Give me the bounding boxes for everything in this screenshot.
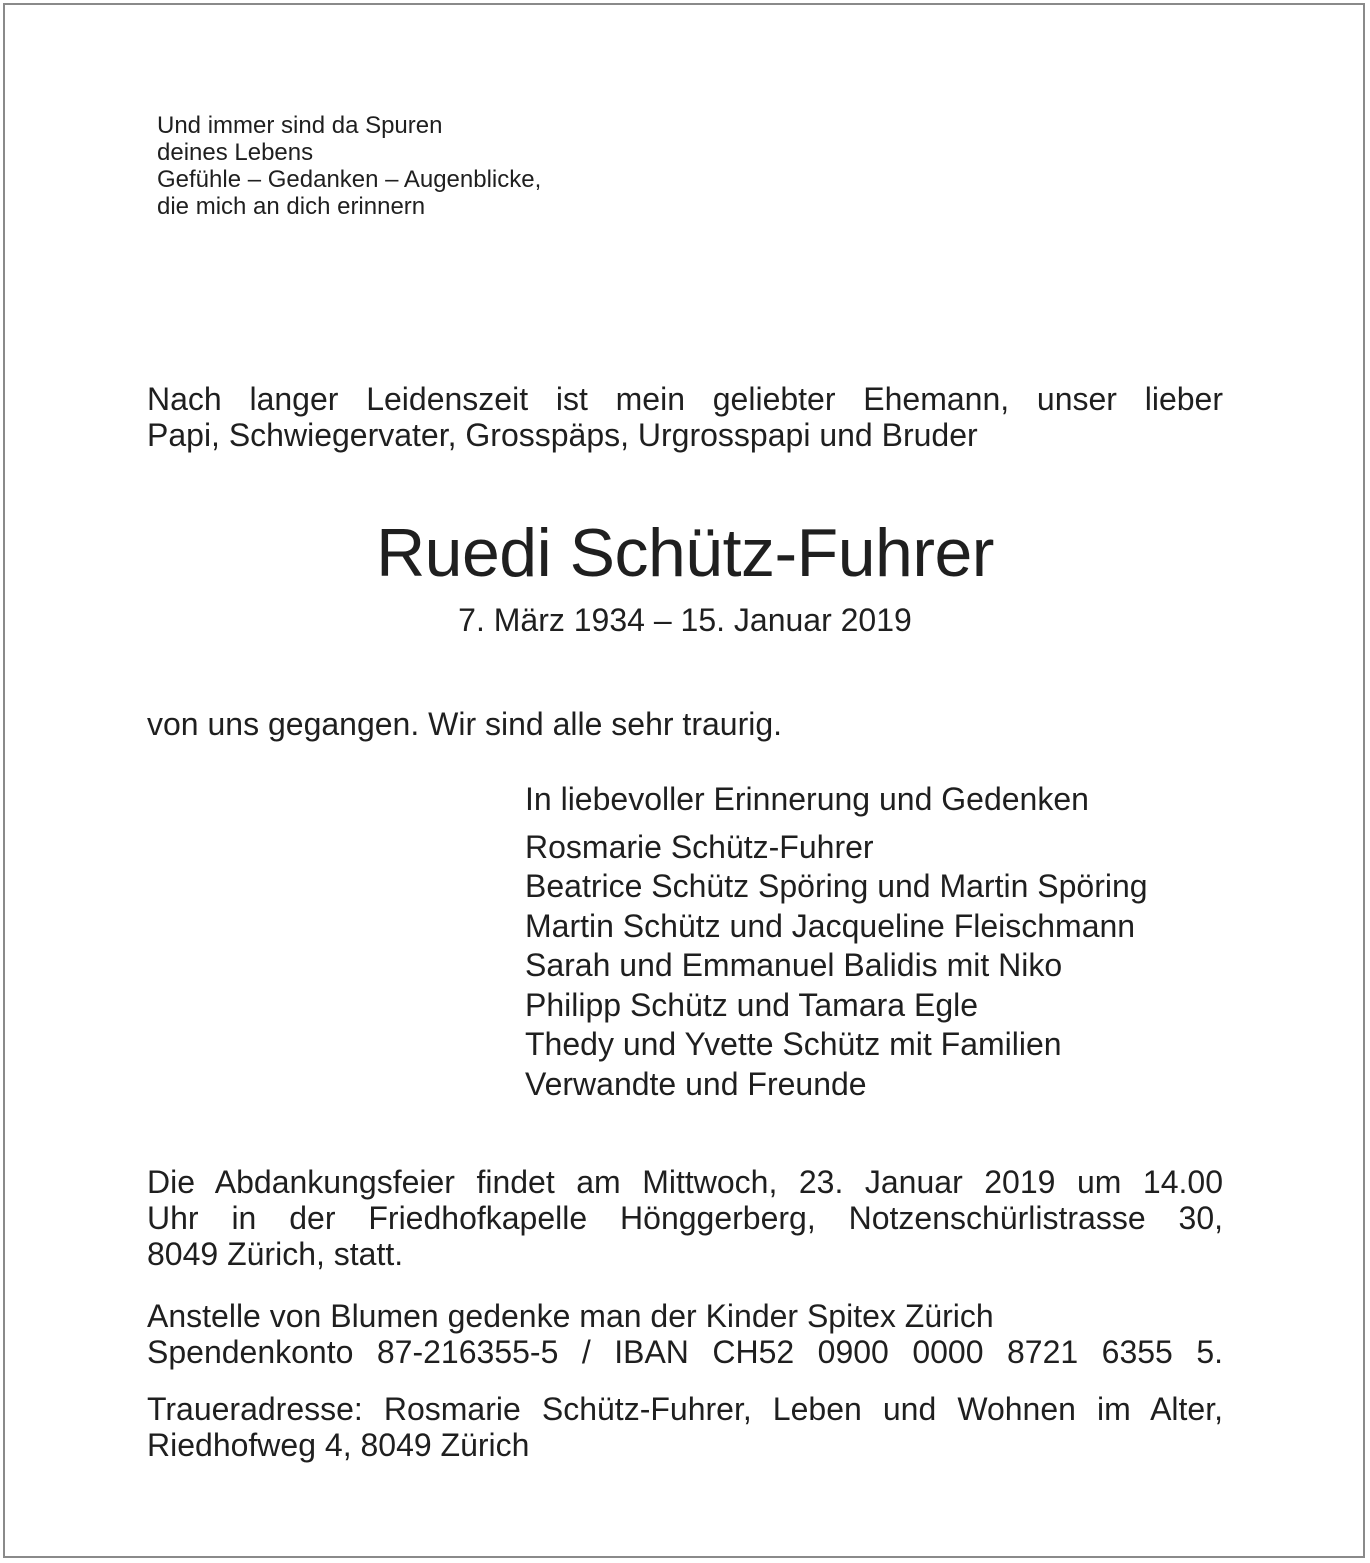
intro-line: Nach langer Leidenszeit ist mein geliebter Ehemann, unser lieber <box>147 381 1223 417</box>
poem-line: deines Lebens <box>157 139 314 166</box>
mourner-name: Rosmarie Schütz-Fuhrer <box>525 828 874 865</box>
address-line: Traueradresse: Rosmarie Schütz-Fuhrer, Leben und Wohnen im Alter, <box>147 1391 1223 1427</box>
donation-line: Spendenkonto 87-216355-5 / IBAN CH52 0900 0000 8721 6355 5. <box>147 1334 1223 1370</box>
poem-line: die mich an dich erinnern <box>157 193 426 220</box>
deceased-name: Ruedi Schütz-Fuhrer <box>376 515 994 591</box>
donation-info <box>147 1298 1223 1370</box>
service-line: 8049 Zürich, statt. <box>147 1236 404 1272</box>
poem-line: Und immer sind da Spuren <box>157 112 443 139</box>
service-line: Die Abdankungsfeier findet am Mittwoch, 23. Januar 2019 um 14.00 <box>147 1164 1223 1200</box>
mourner-name: Beatrice Schütz Spöring und Martin Spöring <box>525 868 1148 904</box>
mourner-name: Sarah und Emmanuel Balidis mit Niko <box>525 947 1063 983</box>
closing-sentence: von uns gegangen. Wir sind alle sehr traurig. <box>147 706 783 742</box>
mourners-list <box>525 780 1148 1104</box>
intro-paragraph <box>147 381 1223 453</box>
address-line: Riedhofweg 4, 8049 Zürich <box>147 1427 530 1463</box>
mourner-name: Verwandte und Freunde <box>525 1065 867 1102</box>
mourner-name: Philipp Schütz und Tamara Egle <box>525 986 979 1023</box>
mourner-name: Martin Schütz und Jacqueline Fleischmann <box>525 907 1136 944</box>
poem-line: Gefühle – Gedanken – Augenblicke, <box>157 166 542 193</box>
donation-line: Anstelle von Blumen gedenke man der Kinder Spitex Zürich <box>147 1298 994 1334</box>
mourners-heading: In liebevoller Erinnerung und Gedenken <box>525 781 1089 817</box>
mourner-name: Thedy und Yvette Schütz mit Familien <box>525 1026 1062 1062</box>
mourning-address <box>147 1391 1223 1463</box>
life-dates: 7. März 1934 – 15. Januar 2019 <box>458 602 912 638</box>
funeral-service-info <box>147 1164 1223 1272</box>
intro-line: Papi, Schwiegervater, Grosspäps, Urgrosspapi und Bruder <box>147 417 978 453</box>
poem <box>157 112 541 220</box>
service-line: Uhr in der Friedhofkapelle Hönggerberg, Notzenschürlistrasse 30, <box>147 1200 1223 1236</box>
